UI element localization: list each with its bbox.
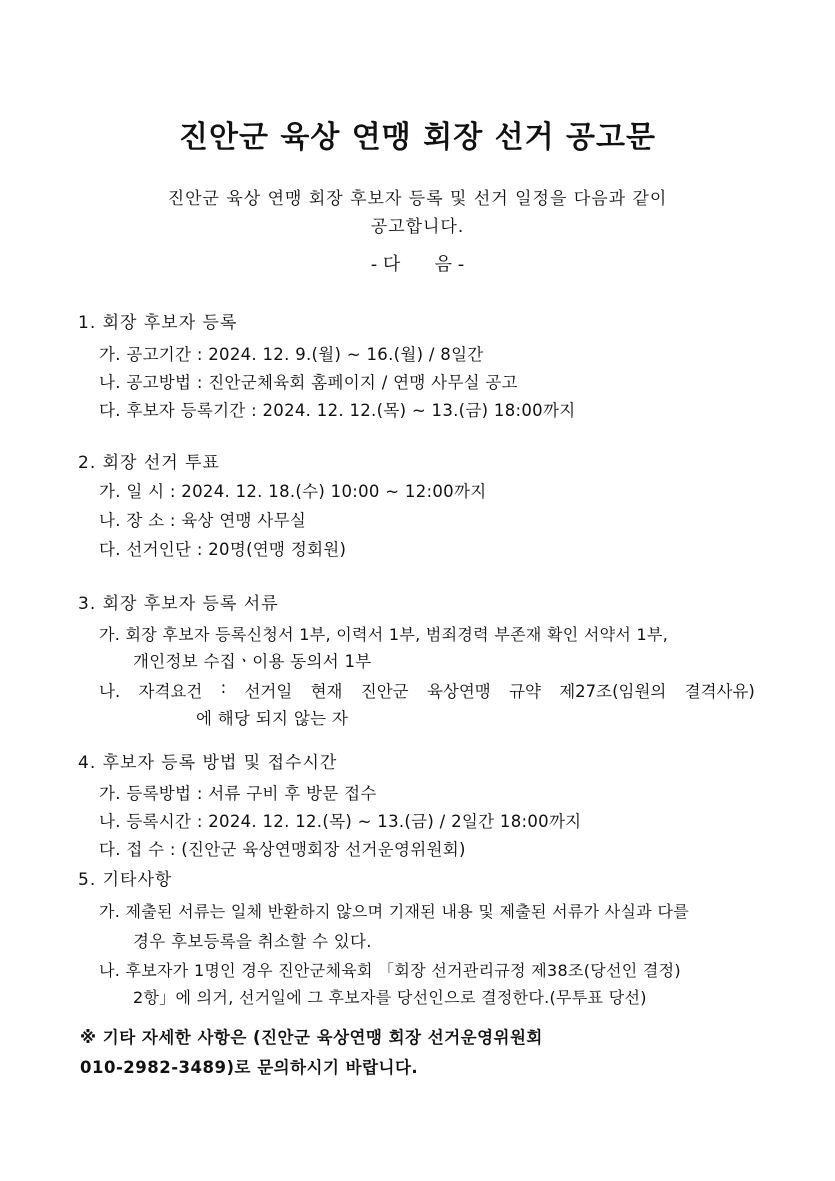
section-4-item-da: 다. 접 수 : (진안군 육상연맹회장 선거운영위원회)	[99, 840, 466, 859]
section-3-item-ga-line-2: 개인정보 수집ㆍ이용 동의서 1부	[133, 652, 372, 671]
section-1-item-na: 나. 공고방법 : 진안군체육회 홈페이지 / 연맹 사무실 공고	[99, 373, 518, 392]
intro-line-1: 진안군 육상 연맹 회장 후보자 등록 및 선거 일정을 다음과 같이	[167, 189, 668, 209]
word: 현재	[310, 682, 343, 701]
section-3-heading: 3. 회장 후보자 등록 서류	[78, 594, 279, 614]
section-3-item-na-line-1	[99, 678, 755, 702]
section-5-item-na-line-2: 2항」에 의거, 선거일에 그 후보자를 당선인으로 결정한다.(무투표 당선)	[133, 988, 647, 1007]
section-5-item-ga-line-1: 가. 제출된 서류는 일체 반환하지 않으며 기재된 내용 및 제출된 서류가 사실과 다를	[99, 902, 689, 921]
section-5-item-ga-line-2: 경우 후보등록을 취소할 수 있다.	[133, 932, 372, 951]
section-5-item-na-line-1: 나. 후보자가 1명인 경우 진안군체육회 「회장 선거관리규정 제38조(당선인 결정)	[99, 961, 681, 980]
section-2-heading: 2. 회장 선거 투표	[78, 453, 220, 473]
section-3-item-na-line-2: 에 해당 되지 않는 자	[196, 709, 349, 728]
word: 결격사유)	[684, 682, 755, 701]
da-eum-heading: - 다 음 -	[370, 254, 465, 275]
word: 선거일	[244, 682, 293, 701]
section-1-heading: 1. 회장 후보자 등록	[78, 313, 238, 333]
document-title: 진안군 육상 연맹 회장 선거 공고문	[179, 120, 656, 155]
section-4-item-ga: 가. 등록방법 : 서류 구비 후 방문 접수	[99, 784, 377, 803]
section-1-item-ga: 가. 공고기간 : 2024. 12. 9.(월) ~ 16.(월) / 8일간	[99, 345, 484, 364]
word: 진안군	[360, 682, 409, 701]
section-4-heading: 4. 후보자 등록 방법 및 접수시간	[78, 753, 338, 773]
word: :	[220, 678, 227, 697]
contact-note-line-1: ※ 기타 자세한 사항은 (진안군 육상연맹 회장 선거운영위원회	[80, 1028, 543, 1047]
section-2-item-da: 다. 선거인단 : 20명(연맹 정회원)	[99, 540, 347, 559]
word: 제27조(임원의	[559, 682, 667, 701]
section-1-item-da: 다. 후보자 등록기간 : 2024. 12. 12.(목) ~ 13.(금) 18:00까지	[99, 401, 576, 420]
word: 자격요건	[138, 682, 203, 701]
word: 규약	[509, 682, 541, 701]
section-5-heading: 5. 기타사항	[78, 870, 173, 890]
word: 나.	[99, 682, 121, 701]
intro-line-2: 공고합니다.	[370, 217, 465, 237]
section-3-item-ga-line-1: 가. 회장 후보자 등록신청서 1부, 이력서 1부, 범죄경력 부존재 확인 서약서 1부,	[99, 625, 669, 644]
word: 육상연맹	[426, 682, 491, 701]
section-2-item-ga: 가. 일 시 : 2024. 12. 18.(수) 10:00 ~ 12:00까지	[99, 482, 487, 501]
section-4-item-na: 나. 등록시간 : 2024. 12. 12.(목) ~ 13.(금) / 2일간 18:00까지	[99, 812, 582, 831]
section-2-item-na: 나. 장 소 : 육상 연맹 사무실	[99, 511, 307, 530]
contact-note-line-2: 010-2982-3489)로 문의하시기 바랍니다.	[80, 1058, 419, 1077]
